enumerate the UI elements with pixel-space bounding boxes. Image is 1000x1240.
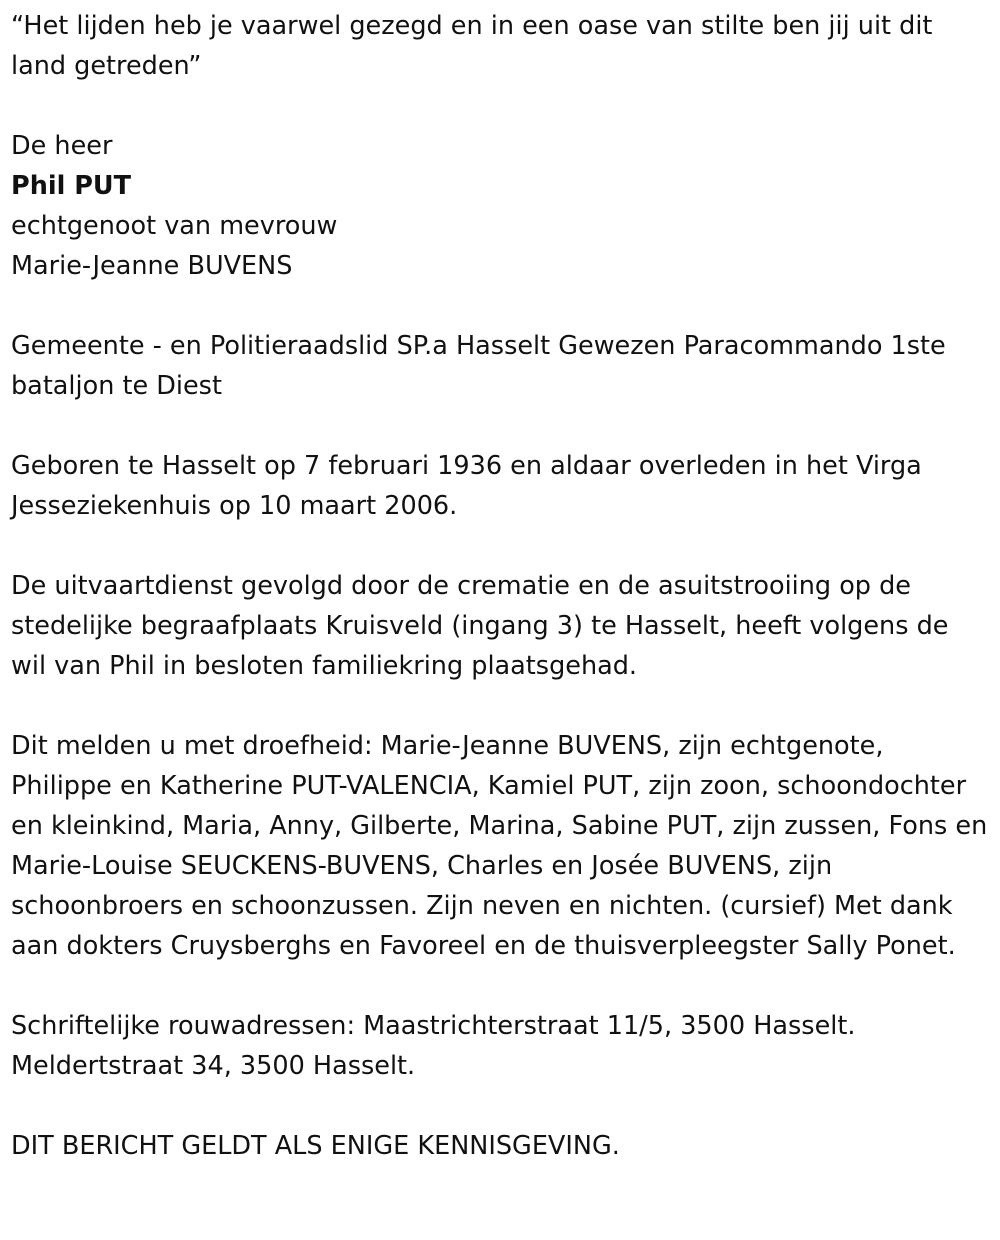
spouse-name: Marie-Jeanne BUVENS xyxy=(11,251,293,281)
birth-death-paragraph: Geboren te Hasselt op 7 februari 1936 en aldaar overleden in het Virga Jesseziekenhuis op 10 maart 2006. xyxy=(11,451,922,521)
function-paragraph: Gemeente - en Politieraadslid SP.a Hasselt Gewezen Paracommando 1ste bataljon te Diest xyxy=(11,331,946,401)
closing-line: DIT BERICHT GELDT ALS ENIGE KENNISGEVING. xyxy=(11,1131,620,1161)
honorific: De heer xyxy=(11,131,113,161)
funeral-paragraph: De uitvaartdienst gevolgd door de crematie en de asuitstrooiing op de stedelijke begraafplaats Kruisveld (ingang 3) te Hasselt, heeft volgens de wil van Phil in besloten familiekring plaatsgehad. xyxy=(11,571,949,681)
obituary-notice xyxy=(11,0,991,1166)
relation-line: echtgenoot van mevrouw xyxy=(11,211,338,241)
addresses-paragraph: Schriftelijke rouwadressen: Maastrichterstraat 11/5, 3500 Hasselt. Meldertstraat 34, 3500 Hasselt. xyxy=(11,1011,856,1081)
deceased-name: Phil PUT xyxy=(11,171,131,201)
mourners-paragraph: Dit melden u met droefheid: Marie-Jeanne BUVENS, zijn echtgenote, Philippe en Katherine PUT-VALENCIA, Kamiel PUT, zijn zoon, schoondochter en kleinkind, Maria, Anny, Gilberte, Marina, Sabine PUT, zijn zussen, Fons en Marie-Louise SEUCKENS-BUVENS, Charles en Josée BUVENS, zijn schoonbroers en schoonzussen. Zijn neven en nichten. (cursief) Met dank aan dokters Cruysberghs en Favoreel en de thuisverpleegster Sally Ponet. xyxy=(11,731,988,961)
opening-quote: “Het lijden heb je vaarwel gezegd en in een oase van stilte ben jij uit dit land getreden” xyxy=(11,11,933,81)
